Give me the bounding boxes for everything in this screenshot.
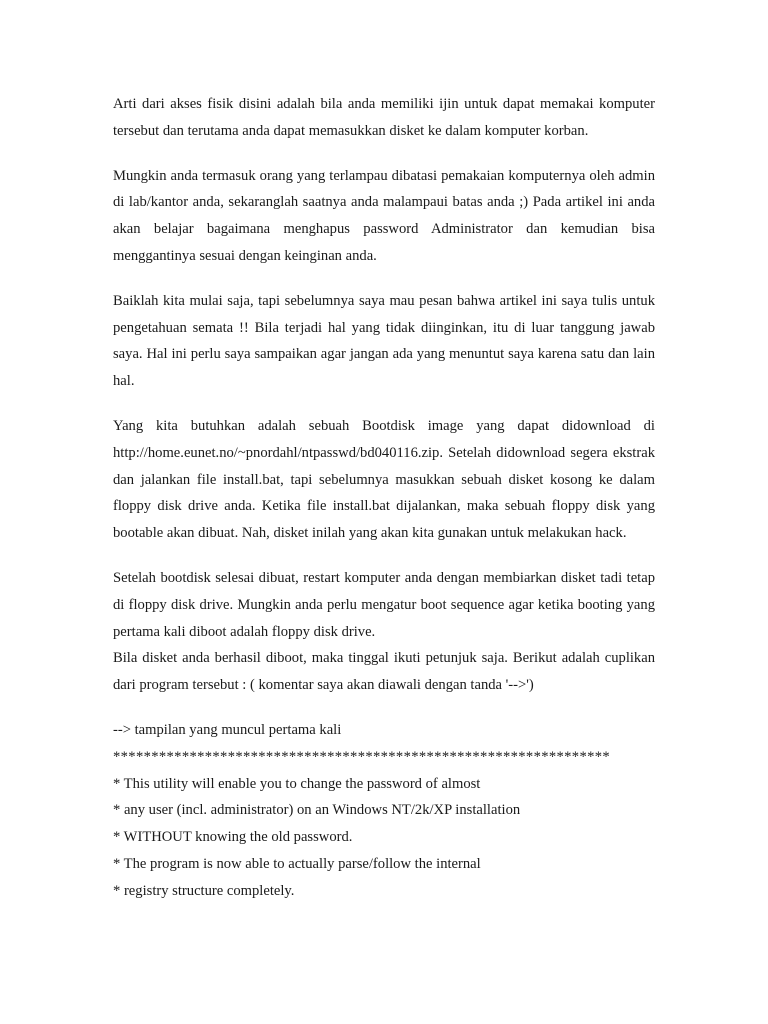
paragraph-boot-instructions: Bila disket anda berhasil diboot, maka tinggal ikuti petunjuk saja. Berikut adalah cuplikan dari program tersebut : ( komentar saya akan diawali dengan tanda '-->') [113, 650, 655, 694]
paragraph-restart: Setelah bootdisk selesai dibuat, restart komputer anda dengan membiarkan disket tadi tetap di floppy disk drive. Mungkin anda perlu mengatur boot sequence agar ketika booting yang pertama kali diboot adalah floppy disk drive. [113, 569, 655, 640]
program-output-line: * WITHOUT knowing the old password. [113, 829, 353, 846]
document-page [113, 91, 655, 905]
program-output-block [113, 717, 655, 905]
program-output-line: * registry structure completely. [113, 882, 295, 899]
paragraph-physical-access: Arti dari akses fisik disini adalah bila anda memiliki ijin untuk dapat memakai komputer tersebut dan terutama anda dapat memasukkan disket ke dalam komputer korban. [113, 96, 655, 139]
paragraph-intro: Mungkin anda termasuk orang yang terlampau dibatasi pemakaian komputernya oleh admin di lab/kantor anda, sekaranglah saatnya anda malampaui batas anda ;) Pada artikel ini anda akan belajar bagaimana menghapus password Administrator dan kemudian bisa menggantinya sesuai dengan keinginan anda. [113, 167, 655, 264]
paragraph-bootdisk-download: Yang kita butuhkan adalah sebuah Bootdisk image yang dapat didownload di http://home.eunet.no/~pnordahl/ntpasswd/bd040116.zip. Setelah didownload segera ekstrak dan jalankan file install.bat, tapi sebelumnya masukkan sebuah disket kosong ke dalam floppy disk drive anda. Ketika file install.bat dijalankan, maka sebuah floppy disk yang bootable akan dibuat. Nah, disket inilah yang akan kita gunakan untuk melakukan hack. [113, 417, 655, 542]
program-output-line: * This utility will enable you to change the password of almost [113, 775, 481, 792]
program-output-line: * The program is now able to actually parse/follow the internal [113, 855, 481, 872]
program-output-separator: ***************************************************************** [113, 748, 611, 765]
program-output-line: * any user (incl. administrator) on an Windows NT/2k/XP installation [113, 802, 521, 819]
paragraph-disclaimer: Baiklah kita mulai saja, tapi sebelumnya saya mau pesan bahwa artikel ini saya tulis untuk pengetahuan semata !! Bila terjadi hal yang tidak diinginkan, itu di luar tanggung jawab saya. Hal ini perlu saya sampaikan agar jangan ada yang menuntut saya karena satu dan lain hal. [113, 292, 655, 390]
program-output-comment: --> tampilan yang muncul pertama kali [113, 721, 342, 738]
